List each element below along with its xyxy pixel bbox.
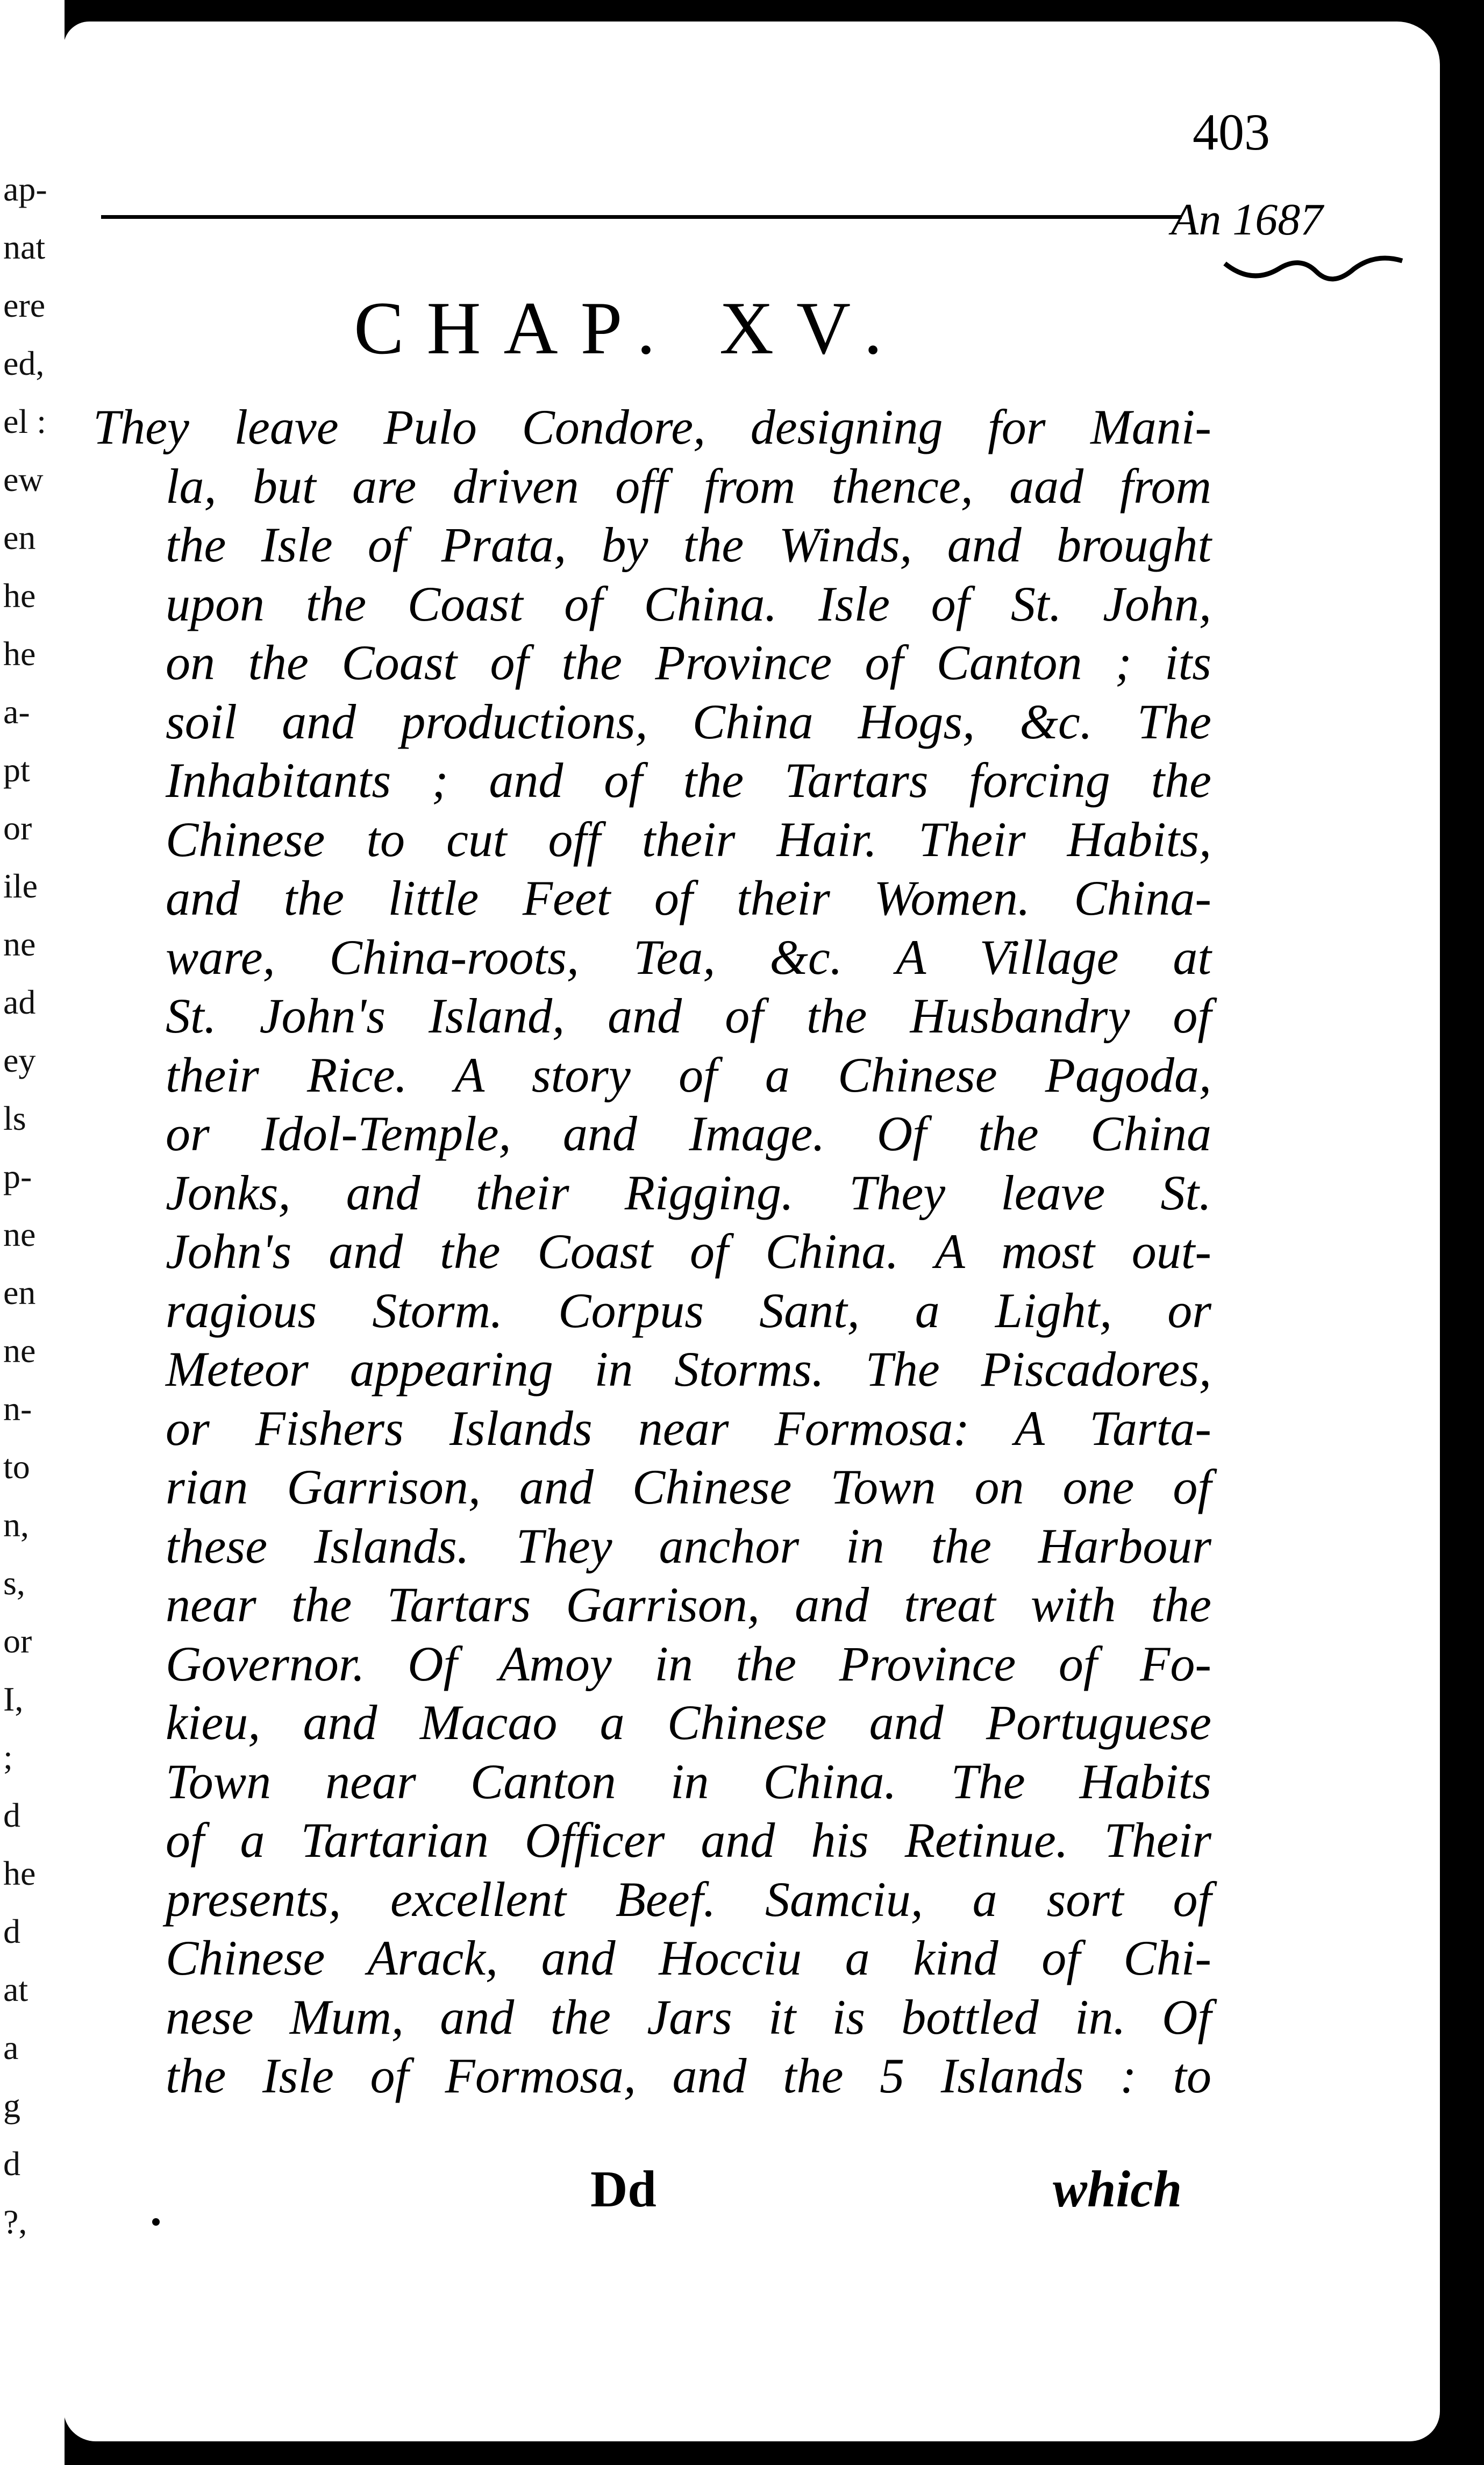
summary-line: rian Garrison, and Chinese Town on one of (166, 1459, 1211, 1514)
chapter-heading: CHAP. XV. (354, 287, 905, 370)
summary-line: and the little Feet of their Women. China- (166, 871, 1211, 925)
header-rule (101, 215, 1182, 219)
previous-page-fragment: a- (3, 693, 30, 731)
previous-page-fragment: nat (3, 228, 46, 266)
ink-dot (152, 2218, 160, 2226)
previous-page-fragment: n, (3, 1506, 29, 1544)
summary-line: the Isle of Formosa, and the 5 Islands : to (166, 2048, 1211, 2103)
previous-page-fragment: en (3, 1273, 36, 1312)
catchword: which (1053, 2160, 1182, 2218)
previous-page-fragment: d (3, 1796, 20, 1834)
previous-page-fragment: ; (3, 1738, 13, 1776)
previous-page-fragment: s, (3, 1564, 25, 1602)
summary-line: Meteor appearing in Storms. The Piscadores, (166, 1342, 1211, 1397)
previous-page-fragment: he (3, 635, 36, 673)
previous-page-fragment: or (3, 1622, 32, 1660)
previous-page-fragment: ls (3, 1099, 26, 1137)
previous-page-fragment: p- (3, 1157, 32, 1195)
previous-page-fragment: he (3, 576, 36, 615)
chapter-summary (93, 398, 1211, 2106)
previous-page-fragment: pt (3, 751, 30, 789)
previous-page-fragment: g (3, 2086, 20, 2125)
previous-page-fragment: a (3, 2028, 19, 2067)
summary-line: Chinese Arack, and Hocciu a kind of Chi- (166, 1930, 1211, 1985)
previous-page-fragment: d (3, 2145, 20, 2183)
summary-line: or Idol-Temple, and Image. Of the China (166, 1106, 1211, 1161)
previous-page-fragment: n- (3, 1390, 32, 1428)
previous-page-fragment: ile (3, 867, 38, 905)
summary-line: of a Tartarian Officer and his Retinue. Their (166, 1813, 1211, 1868)
summary-line: ragious Storm. Corpus Sant, a Light, or (166, 1283, 1211, 1338)
summary-line: near the Tartars Garrison, and treat with the (166, 1577, 1211, 1632)
summary-line: kieu, and Macao a Chinese and Portuguese (166, 1695, 1211, 1750)
previous-page-fragment: at (3, 1970, 28, 2008)
previous-page-fragment: ne (3, 925, 36, 963)
summary-line: John's and the Coast of China. A most out- (166, 1224, 1211, 1279)
previous-page-fragment: ad (3, 983, 36, 1021)
summary-line: Governor. Of Amoy in the Province of Fo- (166, 1636, 1211, 1691)
flourish-ornament (1219, 247, 1413, 290)
summary-line: presents, excellent Beef. Samciu, a sort of (166, 1871, 1211, 1927)
summary-line: St. John's Island, and of the Husbandry of (166, 988, 1211, 1043)
summary-line: upon the Coast of China. Isle of St. John, (166, 576, 1211, 631)
summary-line: Chinese to cut off their Hair. Their Habits, (166, 811, 1211, 867)
summary-line: on the Coast of the Province of Canton ; its (166, 635, 1211, 690)
previous-page-fragment: ew (3, 460, 44, 498)
previous-page-fragment: to (3, 1448, 30, 1486)
summary-line: ware, China-roots, Tea, &c. A Village at (166, 929, 1211, 985)
previous-page-fragment: ed, (3, 344, 45, 382)
summary-line: these Islands. They anchor in the Harbour (166, 1518, 1211, 1573)
previous-page-fragment: I, (3, 1680, 24, 1718)
previous-page-fragment: he (3, 1854, 36, 1892)
book-page (63, 22, 1440, 2441)
previous-page-fragment: or (3, 809, 32, 847)
previous-page-fragment: ap- (3, 170, 47, 208)
signature-mark: Dd (590, 2160, 657, 2218)
previous-page-fragment: ey (3, 1041, 36, 1079)
previous-page-fragment: ne (3, 1215, 36, 1253)
page-number: 403 (1193, 103, 1270, 161)
summary-line: their Rice. A story of a Chinese Pagoda, (166, 1047, 1211, 1102)
summary-line: Inhabitants ; and of the Tartars forcing the (166, 753, 1211, 808)
previous-page-edge (0, 0, 65, 2465)
previous-page-fragment: ne (3, 1331, 36, 1370)
summary-line: the Isle of Prata, by the Winds, and brought (166, 517, 1211, 572)
summary-line: Jonks, and their Rigging. They leave St. (166, 1165, 1211, 1220)
summary-line: They leave Pulo Condore, designing for Mani- (93, 400, 1211, 454)
year-margin-note: An 1687 (1171, 195, 1323, 245)
summary-line: Town near Canton in China. The Habits (166, 1754, 1211, 1809)
previous-page-fragment: ere (3, 286, 46, 324)
summary-line: la, but are driven off from thence, aad from (166, 458, 1211, 514)
previous-page-fragment: en (3, 518, 36, 557)
summary-line: soil and productions, China Hogs, &c. The (166, 694, 1211, 749)
summary-line: or Fishers Islands near Formosa: A Tarta- (166, 1400, 1211, 1456)
summary-line: nese Mum, and the Jars it is bottled in. Of (166, 1989, 1211, 2044)
previous-page-fragment: el : (3, 402, 46, 440)
previous-page-fragment: d (3, 1912, 20, 1950)
previous-page-fragment: ?, (3, 2203, 27, 2241)
